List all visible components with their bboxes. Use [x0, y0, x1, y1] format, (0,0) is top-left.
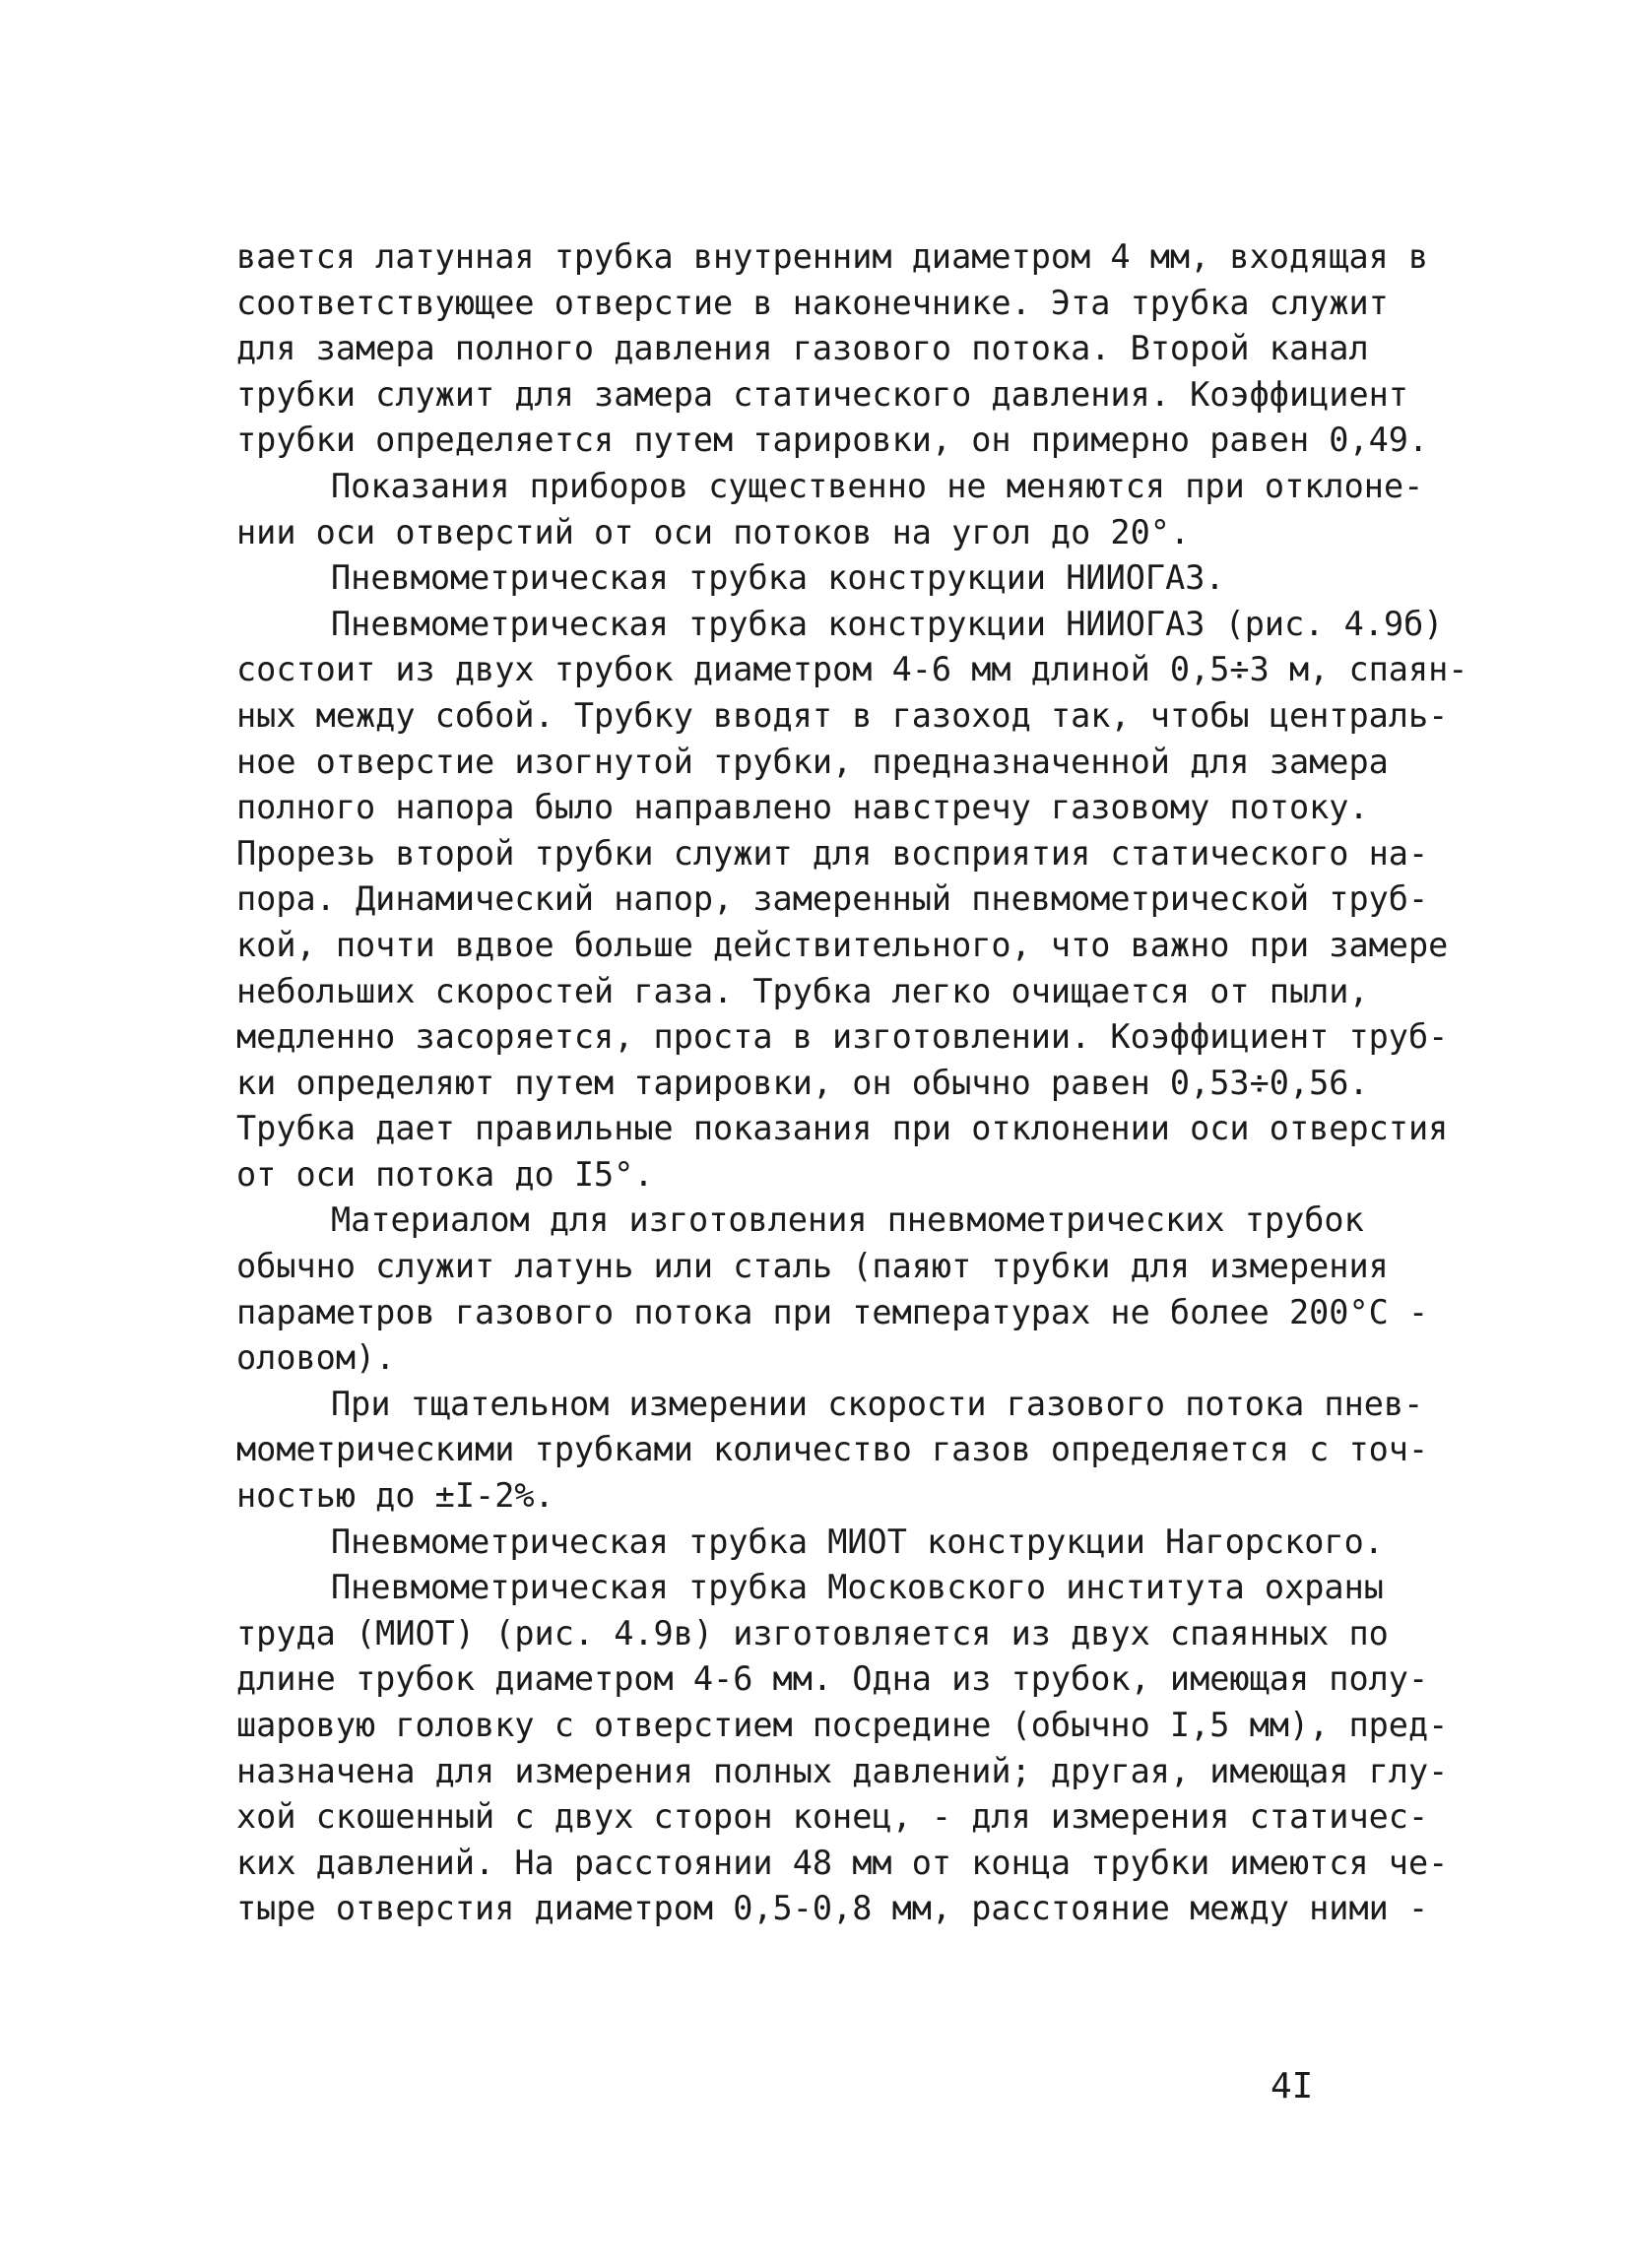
text-line: Показания приборов существенно не меняются при отклоне-: [331, 466, 1424, 505]
text-line: Пневмометрическая трубка Московского института охраны: [331, 1568, 1384, 1607]
text-line: мометрическими трубками количество газов определяется с точ-: [236, 1430, 1429, 1469]
page-number: 4I: [1271, 2066, 1314, 2106]
text-line: тыре отверстия диаметром 0,5-0,8 мм, расстояние между ними -: [236, 1889, 1429, 1928]
body-text: [236, 234, 1468, 1932]
text-line: от оси потока до I5°.: [236, 1154, 654, 1194]
text-line: ных между собой. Трубку вводят в газоход так, чтобы централь-: [236, 695, 1449, 735]
text-line: кой, почти вдвое больше действительного, что важно при замере: [236, 925, 1449, 964]
text-line: труда (МИОТ) (рис. 4.9в) изготовляется из двух спаянных по: [236, 1613, 1389, 1652]
text-line: ки определяют путем тарировки, он обычно равен 0,53÷0,56.: [236, 1063, 1369, 1102]
text-line: небольших скоростей газа. Трубка легко очищается от пыли,: [236, 971, 1369, 1010]
text-line: Пневмометрическая трубка МИОТ конструкции Нагорского.: [331, 1522, 1384, 1561]
text-line: Пневмометрическая трубка конструкции НИИОГАЗ (рис. 4.9б): [331, 604, 1444, 643]
text-line: вается латунная трубка внутренним диаметром 4 мм, входящая в: [236, 237, 1429, 276]
text-line: шаровую головку с отверстием посредине (обычно I,5 мм), пред-: [236, 1706, 1449, 1744]
text-line: Пневмометрическая трубка конструкции НИИОГАЗ.: [331, 558, 1225, 598]
text-line: ких давлений. На расстоянии 48 мм от конца трубки имеются че-: [236, 1843, 1449, 1882]
text-line: оловом).: [236, 1338, 396, 1378]
text-line: для замера полного давления газового потока. Второй канал: [236, 329, 1369, 368]
text-line: нии оси отверстий от оси потоков на угол до 20°.: [236, 512, 1191, 551]
text-line: Прорезь второй трубки служит для восприятия статического на-: [236, 833, 1429, 873]
text-line: При тщательном измерении скорости газового потока пнев-: [331, 1384, 1424, 1423]
text-line: состоит из двух трубок диаметром 4-6 мм длиной 0,5÷3 м, спаян-: [236, 650, 1468, 689]
text-line: обычно служит латунь или сталь (паяют трубки для измерения: [236, 1247, 1389, 1286]
text-line: трубки служит для замера статического давления. Коэффициент: [236, 374, 1408, 414]
text-line: длине трубок диаметром 4-6 мм. Одна из трубок, имеющая полу-: [236, 1659, 1429, 1699]
text-line: назначена для измерения полных давлений; другая, имеющая глу-: [236, 1751, 1449, 1790]
text-line: Трубка дает правильные показания при отклонении оси отверстия: [236, 1109, 1449, 1148]
text-line: трубки определяется путем тарировки, он примерно равен 0,49.: [236, 421, 1429, 460]
text-line: Материалом для изготовления пневмометрических трубок: [331, 1200, 1364, 1240]
text-line: хой скошенный с двух сторон конец, - для измерения статичес-: [236, 1797, 1429, 1837]
text-line: медленно засоряется, проста в изготовлении. Коэффициент труб-: [236, 1017, 1449, 1057]
text-line: полного напора было направлено навстречу газовому потоку.: [236, 788, 1369, 827]
text-line: соответствующее отверстие в наконечнике. Эта трубка служит: [236, 283, 1389, 322]
text-line: ностью до ±I-2%.: [236, 1476, 554, 1516]
text-line: пора. Динамический напор, замеренный пневмометрической труб-: [236, 879, 1429, 919]
text-line: ное отверстие изогнутой трубки, предназначенной для замера: [236, 742, 1389, 781]
text-line: параметров газового потока при температурах не более 200°С -: [236, 1292, 1429, 1331]
